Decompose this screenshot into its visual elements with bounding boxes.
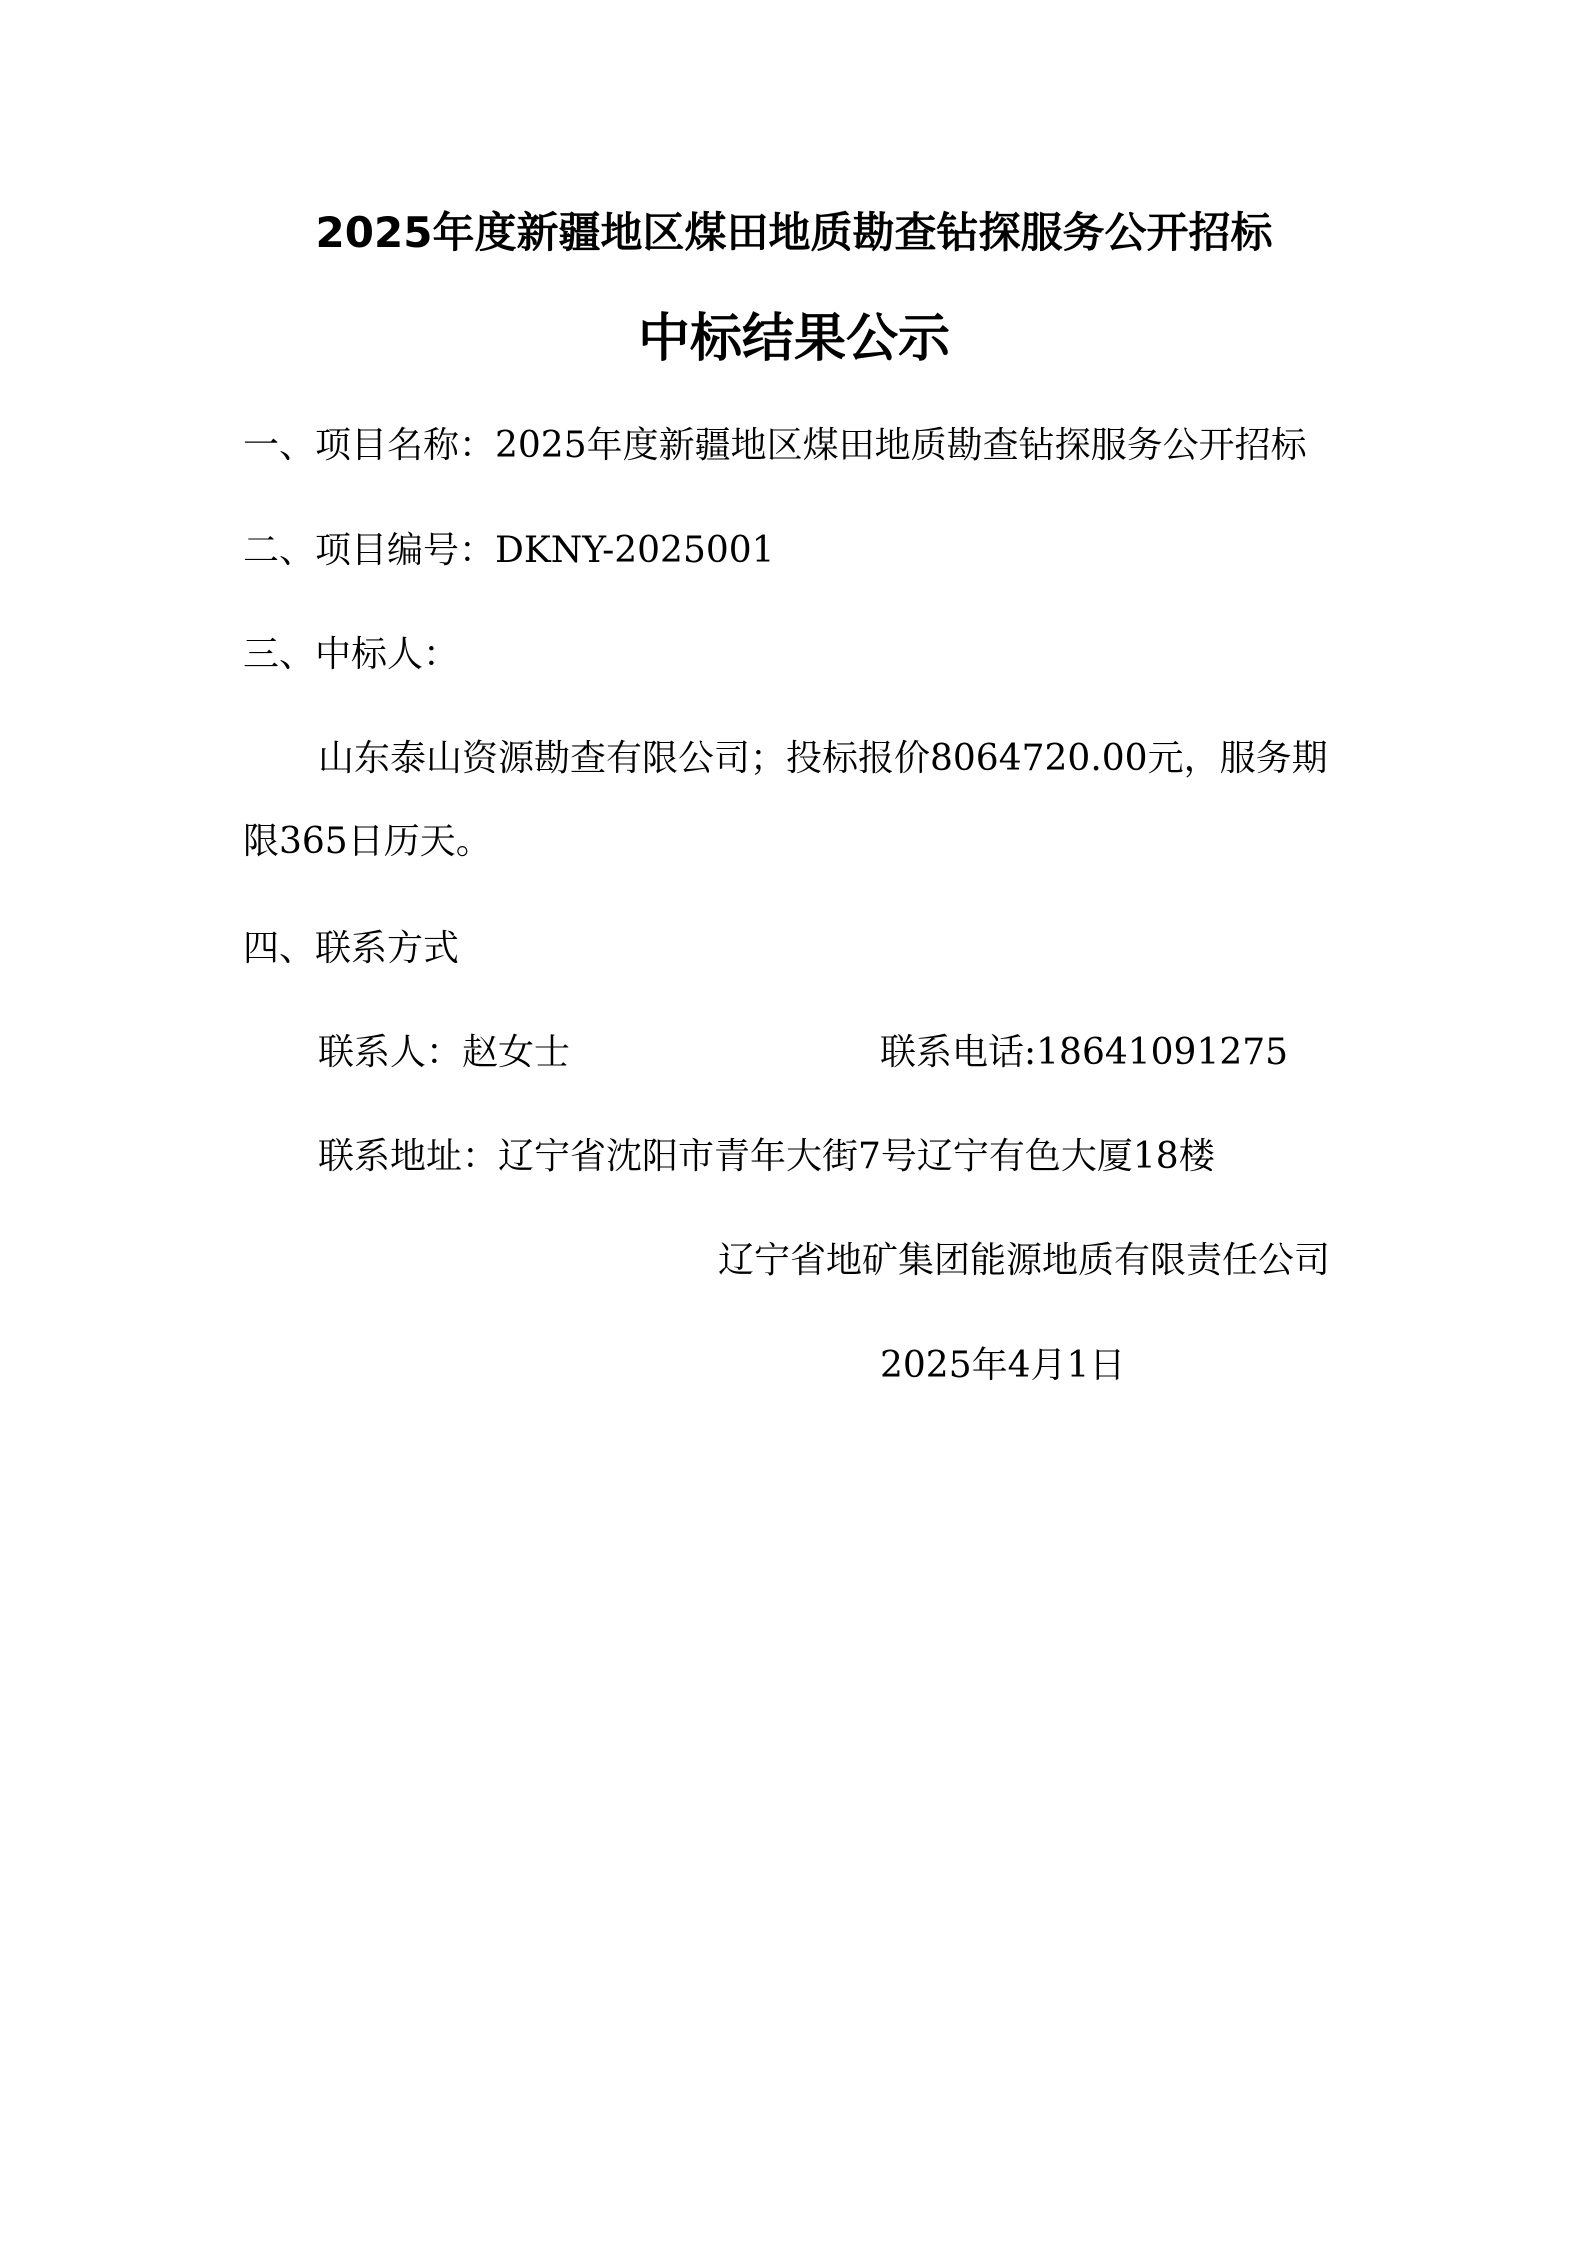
- document-title-line-1: 2025年度新疆地区煤田地质勘查钻探服务公开招标: [315, 208, 1273, 257]
- contact-address: 联系地址：辽宁省沈阳市青年大街7号辽宁有色大厦18楼: [318, 1136, 1215, 1177]
- winner-details-line-2: 限365日历天。: [243, 821, 492, 862]
- contact-heading: 四、联系方式: [243, 928, 460, 969]
- contact-person: 联系人：赵女士: [318, 1032, 571, 1073]
- project-name: 一、项目名称：2025年度新疆地区煤田地质勘查钻探服务公开招标: [243, 425, 1307, 466]
- contact-phone: 联系电话:18641091275: [880, 1032, 1289, 1073]
- winner-heading: 三、中标人：: [243, 634, 460, 675]
- document-title-line-2: 中标结果公示: [637, 309, 950, 369]
- signature-organization: 辽宁省地矿集团能源地质有限责任公司: [718, 1240, 1331, 1281]
- project-number: 二、项目编号：DKNY-2025001: [243, 530, 775, 571]
- winner-details-line-1: 山东泰山资源勘查有限公司；投标报价8064720.00元，服务期: [318, 738, 1328, 779]
- signature-date: 2025年4月1日: [880, 1345, 1126, 1386]
